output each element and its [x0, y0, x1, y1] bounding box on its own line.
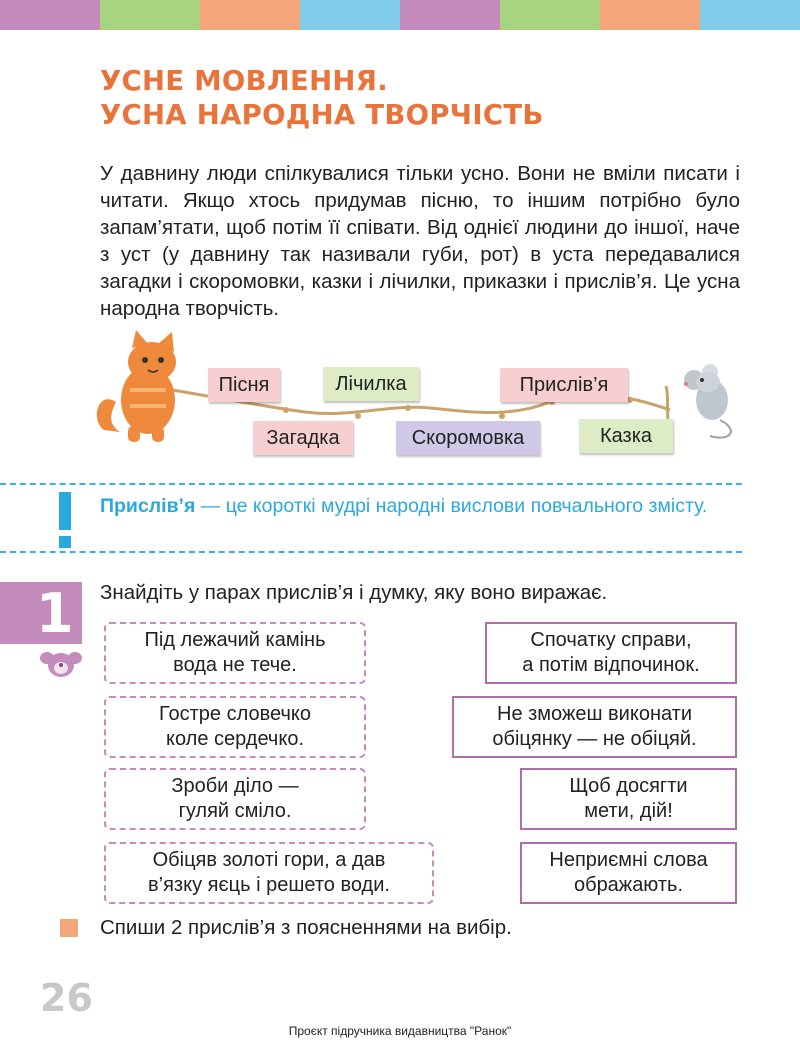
genre-card-riddle: Загадка [253, 421, 353, 455]
proverb-line: коле сердечко. [166, 728, 304, 750]
publisher-footer: Проєкт підручника видавництва "Ранок" [288, 1024, 512, 1038]
proverb-card [104, 696, 366, 758]
proverb-line: Гостре словечко [159, 703, 311, 725]
stripe-segment [0, 0, 100, 30]
genre-card-fairy-tale: Казка [579, 419, 673, 453]
top-color-stripe [0, 0, 800, 30]
proverb-card [104, 842, 434, 904]
meaning-line: ображають. [573, 874, 684, 896]
meaning-card [520, 842, 737, 904]
page-number: 26 [40, 976, 93, 1020]
meaning-card [452, 696, 737, 758]
stripe-segment [600, 0, 700, 30]
page-title [100, 64, 760, 132]
stripe-segment [400, 0, 500, 30]
proverb-definition [100, 493, 720, 519]
meaning-line: обіцянку — не обіцяй. [492, 728, 697, 750]
meaning-card [520, 768, 737, 830]
cat-icon [97, 330, 176, 442]
intro-paragraph: У давнину люди спілкувалися тільки усно. Вони не вміли писати і читати. Якщо хтось придумав пісню, то іншим потрібно було запам’ятати, щоб потім її співати. Від однієї людини до іншої, наче з уст (у давнину так називали губи, рот) в уста передавалися загадки і скоромовки, казки і лічилки, приказки і прислів’я. Це усна народна творчість. [100, 162, 740, 320]
proverb-card [104, 622, 366, 684]
meaning-line: Спочатку справи, [530, 629, 692, 651]
stripe-segment [300, 0, 400, 30]
meaning-line: Щоб досягти [569, 775, 688, 797]
stripe-segment [100, 0, 200, 30]
meaning-card [485, 622, 737, 684]
stripe-segment [200, 0, 300, 30]
stripe-segment [500, 0, 600, 30]
proverb-line: вода не тече. [173, 654, 297, 676]
mouse-icon [666, 364, 731, 438]
meaning-line: а потім відпочинок. [522, 654, 700, 676]
subtask-instruction: Спиши 2 прислів’я з поясненнями на вибір. [100, 916, 512, 939]
exclamation-icon [56, 492, 74, 548]
proverb-line: гуляй сміло. [178, 800, 292, 822]
proverb-card [104, 768, 366, 830]
genre-card-tongue-twister: Скоромовка [396, 421, 540, 455]
task-instruction: Знайдіть у парах прислів’я і думку, яку воно виражає. [100, 581, 608, 604]
title-line-1: УСНЕ МОВЛЕННЯ. [100, 65, 388, 97]
meaning-line: мети, дій! [584, 800, 673, 822]
subtask-marker [60, 919, 78, 937]
title-line-2: УСНА НАРОДНА ТВОРЧІСТЬ [100, 99, 544, 131]
definition-text: — це короткі мудрі народні вислови повчального змісту. [195, 495, 708, 517]
proverb-line: в’язку яєць і решето води. [148, 874, 390, 896]
meaning-line: Не зможеш виконати [497, 703, 692, 725]
genre-card-song: Пісня [208, 368, 280, 402]
stripe-segment [700, 0, 800, 30]
definition-top-divider [0, 483, 742, 485]
definition-term: Прислів’я [100, 495, 196, 517]
dog-head-icon [40, 646, 82, 680]
proverb-line: Зроби діло — [171, 775, 299, 797]
meaning-line: Неприємні слова [549, 849, 708, 871]
proverb-line: Обіцяв золоті гори, а дав [152, 849, 386, 871]
proverb-line: Під лежачий камінь [144, 629, 326, 651]
task-number: 1 [36, 582, 74, 645]
genre-card-proverb: Прислів’я [500, 368, 628, 402]
definition-bottom-divider [0, 551, 742, 553]
genres-illustration [90, 330, 750, 470]
genre-card-counting-rhyme: Лічилка [323, 367, 419, 401]
